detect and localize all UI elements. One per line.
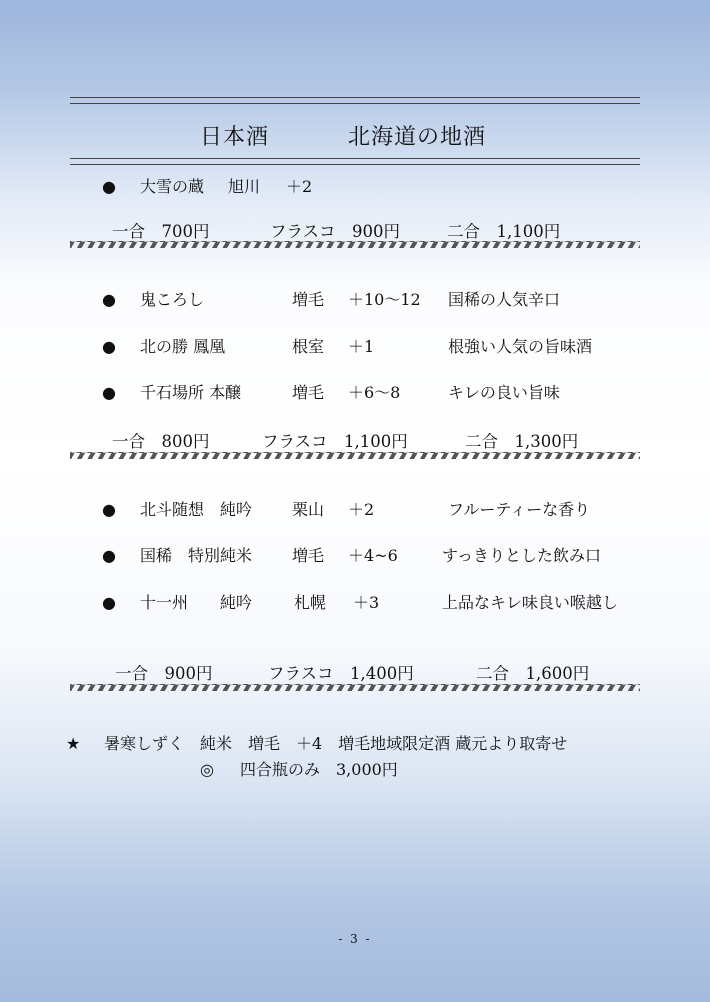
sake-level: ＋1 [348,337,375,356]
menu-item [100,335,640,359]
menu-item [100,591,650,615]
sake-name: 北の勝 鳳凰 [140,337,226,356]
sake-level: ＋10～12 [348,290,421,309]
bullet-icon: ● [102,177,116,196]
sake-area: 根室 [292,337,325,356]
sake-note: 根強い人気の旨味酒 [448,337,593,356]
sake-name: 北斗随想 純吟 [140,500,253,519]
sake-note: 国稀の人気辛口 [448,290,561,309]
sake-note: キレの良い旨味 [448,383,560,402]
sake-area: 栗山 [292,500,325,519]
sake-area: 増毛 [292,546,325,565]
bullet-icon: ● [102,337,116,356]
star-icon: ★ [66,734,81,753]
bullet-icon: ● [102,546,116,565]
double-circle-icon: ◎ [200,760,214,779]
sake-name: 鬼ころし [140,290,205,309]
sake-level: ＋4~6 [348,546,398,565]
menu-item [100,175,640,199]
sake-level: ＋3 [353,593,380,612]
sake-level: ＋2 [348,500,375,519]
price-nigo: 二合 1,600円 [476,664,590,683]
menu-item [100,544,650,568]
sake-area: 札幌 [294,593,327,612]
menu-item [100,288,640,312]
header-bottom-rule [70,158,640,165]
sake-name: 大雪の蔵 [140,177,205,196]
section-divider [70,241,640,248]
bullet-icon: ● [102,593,116,612]
section-divider [70,452,640,459]
sake-note: すっきりとした飲み口 [442,546,602,565]
sake-note: 上品なキレ味良い喉越し [442,593,618,612]
special-item [66,732,666,756]
menu-item [100,381,640,405]
bullet-icon: ● [102,383,116,402]
sake-area: 旭川 [228,177,261,196]
title-sake: 日本酒 [200,125,270,150]
header-top-rule [70,97,640,104]
special-price-text: 四合瓶のみ 3,000円 [240,760,398,779]
sake-name: 国稀 特別純米 [140,546,253,565]
sake-area: 増毛 [292,290,325,309]
price-nigo: 二合 1,100円 [447,222,561,241]
sake-note: フルーティーな香り [448,500,591,519]
sake-level: ＋2 [286,177,313,196]
sake-level: ＋6～8 [348,383,401,402]
price-flask: フラスコ 1,400円 [268,664,414,683]
price-flask: フラスコ 900円 [270,222,400,241]
price-nigo: 二合 1,300円 [465,432,579,451]
section-divider [70,684,640,691]
menu-item [100,498,650,522]
sake-name: 千石場所 本醸 [140,383,242,402]
page-number: - 3 - [338,932,372,946]
bullet-icon: ● [102,290,116,309]
special-price [200,758,500,782]
price-flask: フラスコ 1,100円 [262,432,408,451]
price-ichigo: 一合 700円 [112,222,210,241]
price-ichigo: 一合 800円 [112,432,210,451]
bullet-icon: ● [102,500,116,519]
sake-area: 増毛 [292,383,325,402]
sake-name: 十一州 純吟 [140,593,253,612]
price-ichigo: 一合 900円 [115,664,213,683]
title-hokkaido-local-sake: 北海道の地酒 [348,125,487,150]
special-description: 暑寒しずく 純米 増毛 ＋4 増毛地域限定酒 蔵元より取寄せ [104,734,568,753]
